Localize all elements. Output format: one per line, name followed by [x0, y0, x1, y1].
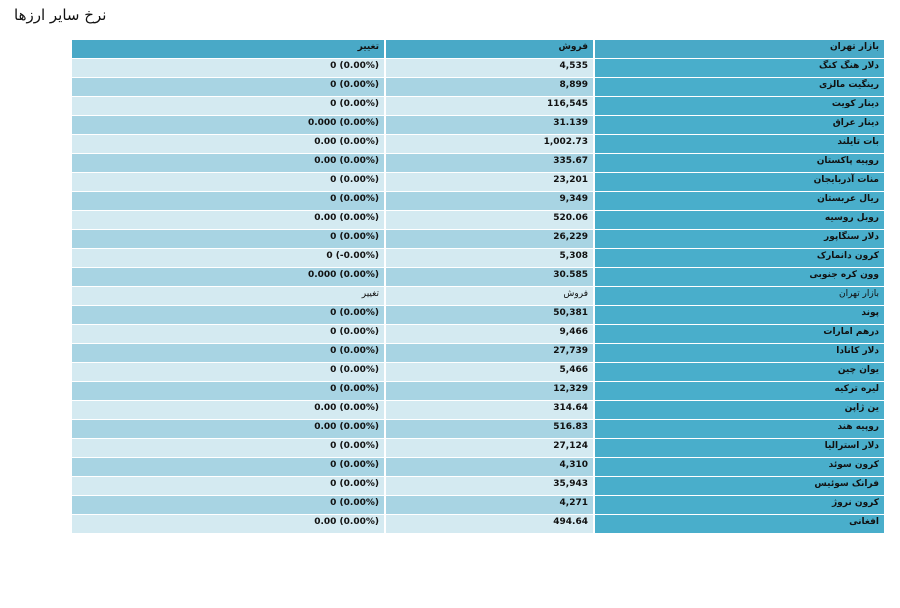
sell-cell: 27,739: [386, 344, 593, 362]
table-row: [72, 401, 884, 419]
sell-cell: 4,535: [386, 59, 593, 77]
table-row: [72, 59, 884, 77]
table-row: [72, 192, 884, 210]
change-cell: 0.00 (0.00%): [72, 211, 384, 229]
table-row: [72, 325, 884, 343]
change-cell: 0 (-0.00%): [72, 249, 384, 267]
sell-cell: 26,229: [386, 230, 593, 248]
table-header-row: [72, 40, 884, 58]
change-cell: 0 (0.00%): [72, 382, 384, 400]
subheader-sell: فروش: [386, 287, 593, 305]
table-row: [72, 439, 884, 457]
change-cell: 0 (0.00%): [72, 306, 384, 324]
change-cell: 0.00 (0.00%): [72, 401, 384, 419]
table-row: [72, 344, 884, 362]
change-cell: 0.000 (0.00%): [72, 116, 384, 134]
change-cell: 0 (0.00%): [72, 78, 384, 96]
change-cell: 0 (0.00%): [72, 439, 384, 457]
table-row: [72, 420, 884, 438]
sell-cell: 4,310: [386, 458, 593, 476]
change-cell: 0 (0.00%): [72, 59, 384, 77]
change-cell: 0 (0.00%): [72, 496, 384, 514]
currency-name-cell: بات تایلند: [595, 135, 884, 153]
currency-name-cell: کرون سوئد: [595, 458, 884, 476]
currency-name-cell: روپیه پاکستان: [595, 154, 884, 172]
change-cell: 0 (0.00%): [72, 173, 384, 191]
sell-cell: 9,349: [386, 192, 593, 210]
table-row: [72, 496, 884, 514]
table-row: [72, 173, 884, 191]
change-cell: 0 (0.00%): [72, 192, 384, 210]
sell-cell: 23,201: [386, 173, 593, 191]
currency-name-cell: دلار هنگ کنگ: [595, 59, 884, 77]
table-row: [72, 78, 884, 96]
sell-cell: 35,943: [386, 477, 593, 495]
change-cell: 0 (0.00%): [72, 325, 384, 343]
currency-name-cell: منات آذربایجان: [595, 173, 884, 191]
sell-cell: 335.67: [386, 154, 593, 172]
change-cell: 0 (0.00%): [72, 230, 384, 248]
table-row: [72, 458, 884, 476]
change-cell: 0 (0.00%): [72, 363, 384, 381]
table-row: [72, 382, 884, 400]
subheader-market: بازار تهران: [595, 287, 884, 305]
sell-cell: 9,466: [386, 325, 593, 343]
sell-cell: 4,271: [386, 496, 593, 514]
sell-cell: 116,545: [386, 97, 593, 115]
currency-name-cell: دینار عراق: [595, 116, 884, 134]
column-header-market: بازار تهران: [595, 40, 884, 58]
table-row: [72, 97, 884, 115]
currency-name-cell: پوند: [595, 306, 884, 324]
table-row: [72, 515, 884, 533]
table-row: [72, 363, 884, 381]
currency-name-cell: ریال عربستان: [595, 192, 884, 210]
currency-name-cell: وون کره جنوبی: [595, 268, 884, 286]
currency-name-cell: یوان چین: [595, 363, 884, 381]
table-row: [72, 249, 884, 267]
change-cell: 0.00 (0.00%): [72, 154, 384, 172]
currency-name-cell: لیره ترکیه: [595, 382, 884, 400]
sell-cell: 516.83: [386, 420, 593, 438]
currency-name-cell: دینار کویت: [595, 97, 884, 115]
sell-cell: 27,124: [386, 439, 593, 457]
table-row: [72, 211, 884, 229]
change-cell: 0.00 (0.00%): [72, 420, 384, 438]
table-row: [72, 116, 884, 134]
currency-name-cell: روبل روسیه: [595, 211, 884, 229]
change-cell: 0.00 (0.00%): [72, 515, 384, 533]
currency-name-cell: ین ژاپن: [595, 401, 884, 419]
sell-cell: 8,899: [386, 78, 593, 96]
table-row: [72, 154, 884, 172]
change-cell: 0 (0.00%): [72, 344, 384, 362]
change-cell: 0.00 (0.00%): [72, 135, 384, 153]
currency-name-cell: فرانک سوئیس: [595, 477, 884, 495]
currency-name-cell: درهم امارات: [595, 325, 884, 343]
sell-cell: 494.64: [386, 515, 593, 533]
sell-cell: 50,381: [386, 306, 593, 324]
sell-cell: 520.06: [386, 211, 593, 229]
change-cell: 0 (0.00%): [72, 458, 384, 476]
table-subheader-row: [72, 287, 884, 305]
sell-cell: 30.585: [386, 268, 593, 286]
currency-rates-table: [70, 39, 886, 534]
change-cell: 0 (0.00%): [72, 477, 384, 495]
currency-name-cell: کرون دانمارک: [595, 249, 884, 267]
currency-name-cell: روپیه هند: [595, 420, 884, 438]
currency-name-cell: رینگیت مالزی: [595, 78, 884, 96]
sell-cell: 314.64: [386, 401, 593, 419]
sell-cell: 12,329: [386, 382, 593, 400]
subheader-change: تغییر: [72, 287, 384, 305]
table-row: [72, 306, 884, 324]
sell-cell: 5,308: [386, 249, 593, 267]
sell-cell: 5,466: [386, 363, 593, 381]
table-row: [72, 230, 884, 248]
column-header-change: تغییر: [72, 40, 384, 58]
sell-cell: 31.139: [386, 116, 593, 134]
change-cell: 0 (0.00%): [72, 97, 384, 115]
sell-cell: 1,002.73: [386, 135, 593, 153]
change-cell: 0.000 (0.00%): [72, 268, 384, 286]
column-header-sell: فروش: [386, 40, 593, 58]
page-title: نرخ سایر ارزها: [14, 6, 107, 24]
table-row: [72, 135, 884, 153]
currency-name-cell: دلار کانادا: [595, 344, 884, 362]
currency-name-cell: دلار استرالیا: [595, 439, 884, 457]
currency-name-cell: افغانی: [595, 515, 884, 533]
table-row: [72, 268, 884, 286]
currency-name-cell: دلار سنگاپور: [595, 230, 884, 248]
currency-name-cell: کرون نروژ: [595, 496, 884, 514]
table-row: [72, 477, 884, 495]
